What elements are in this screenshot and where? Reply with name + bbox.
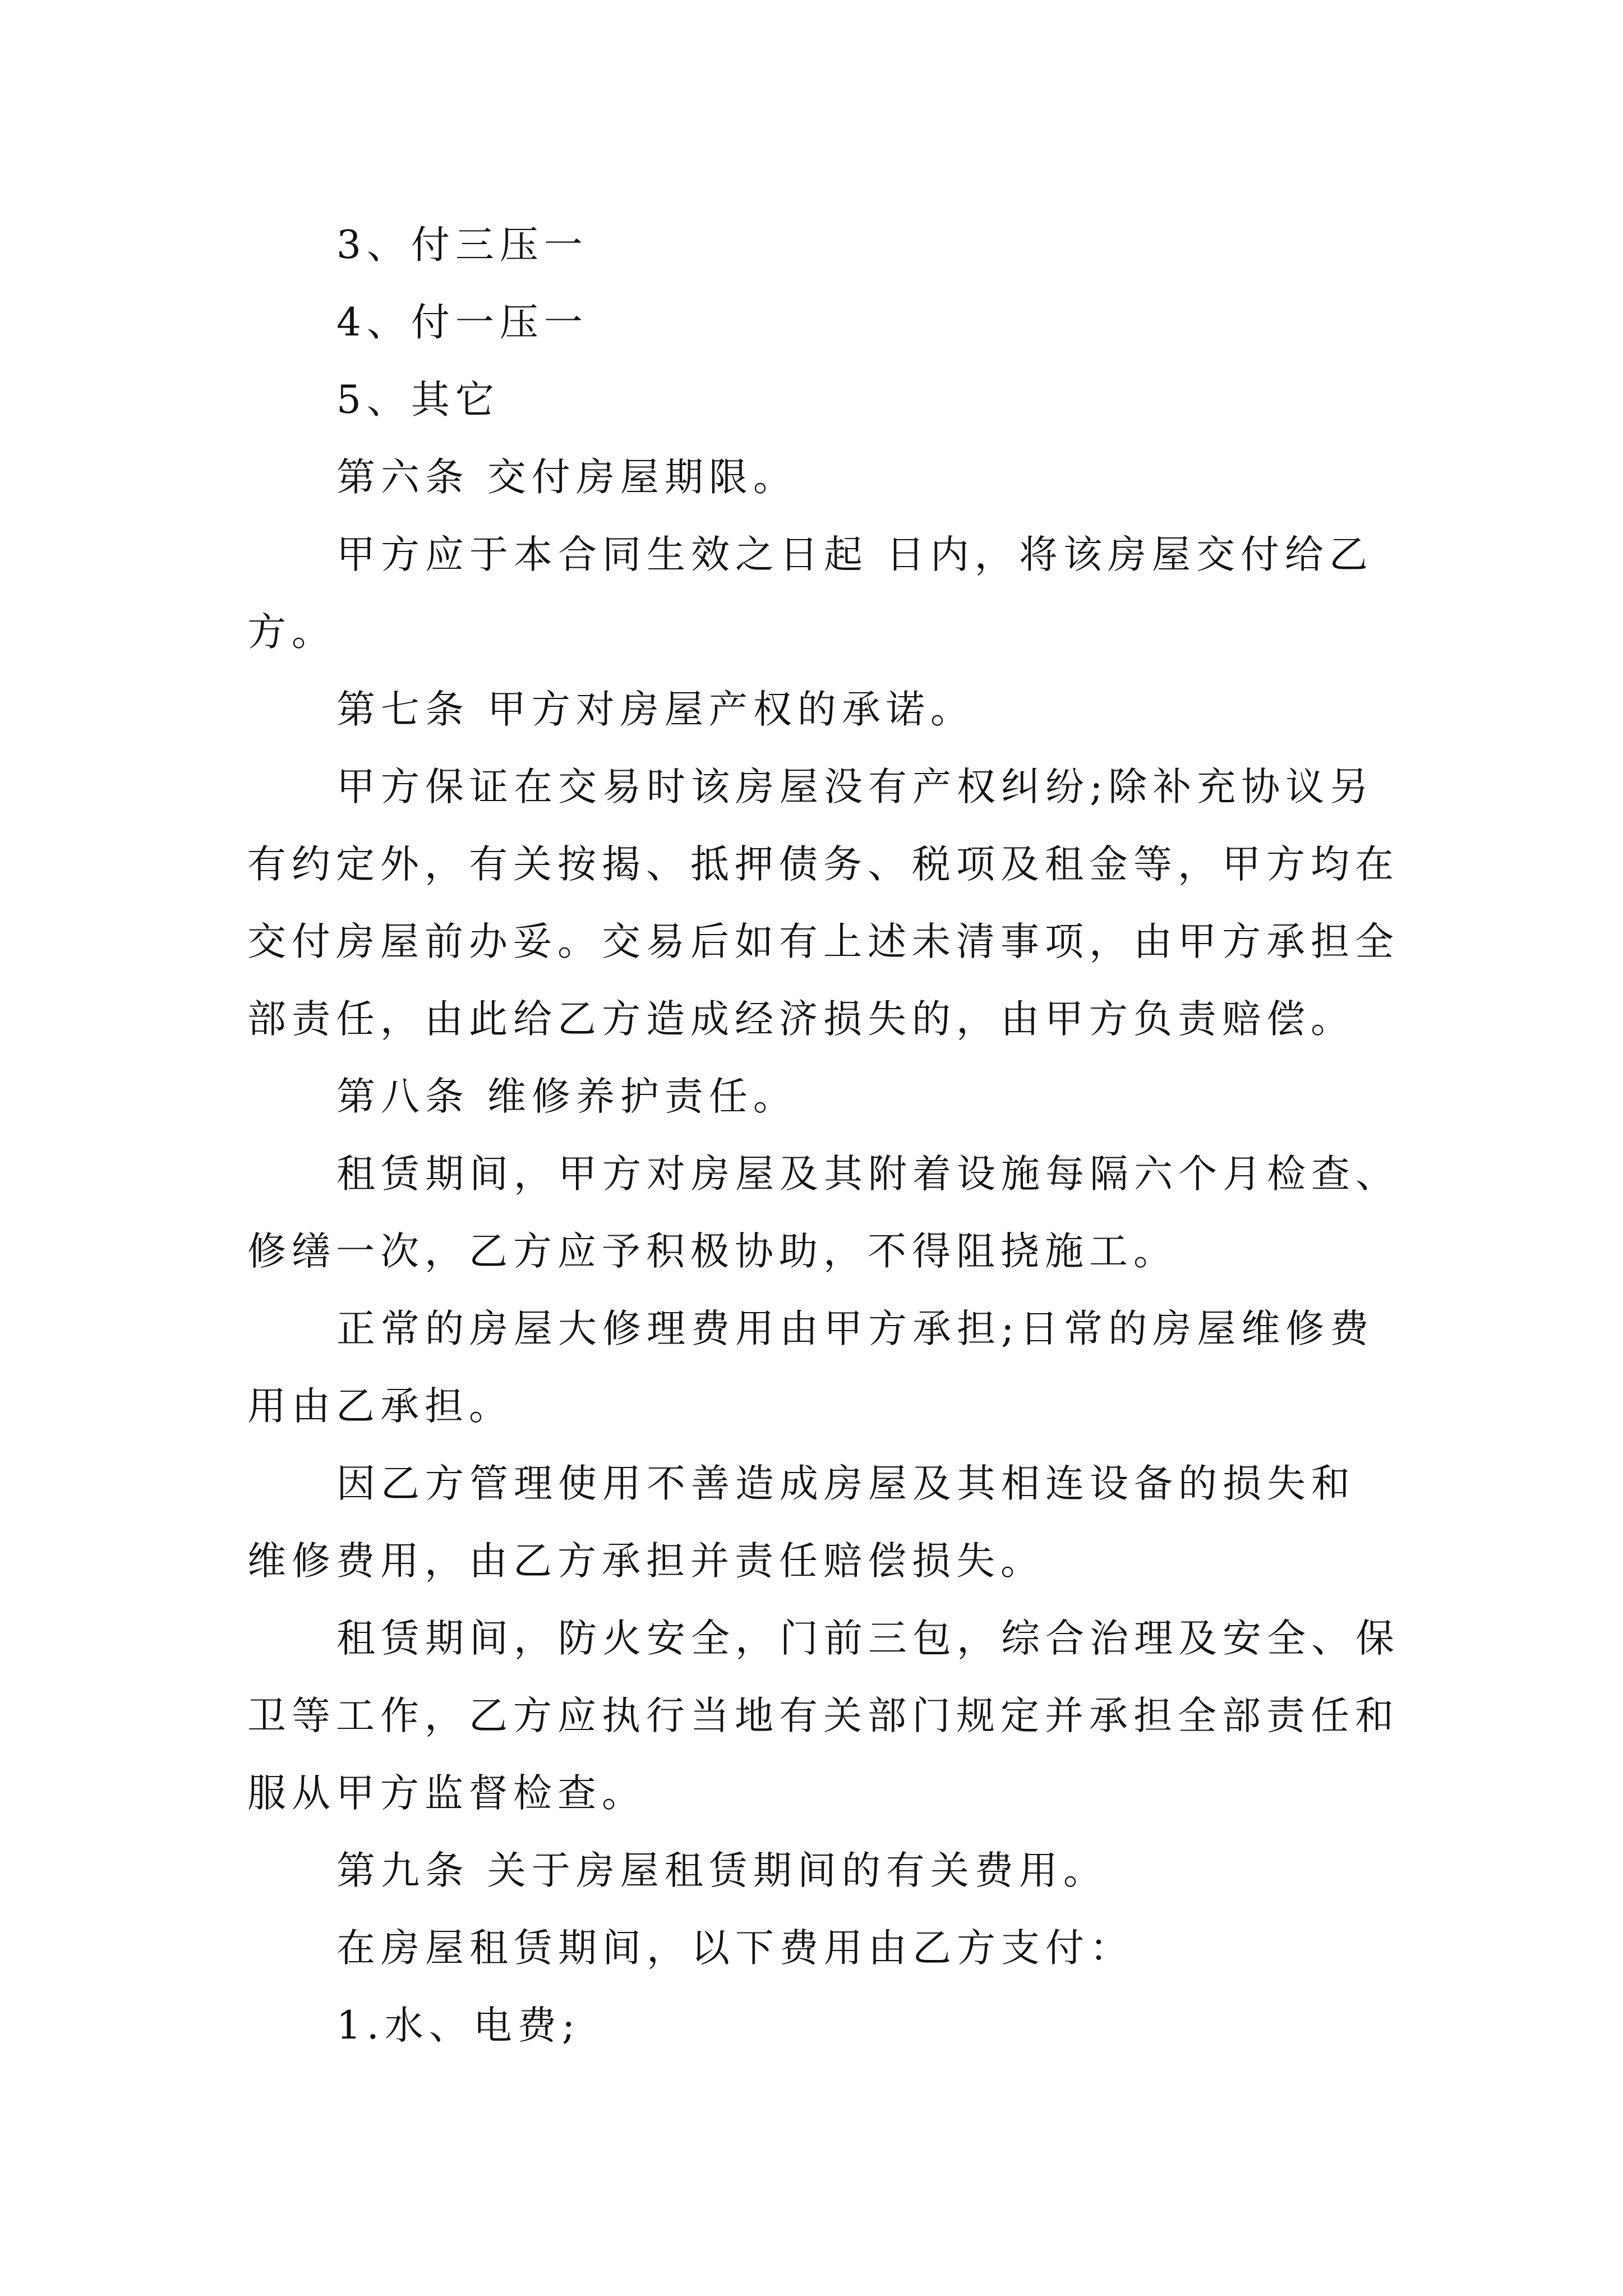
article-9-heading: 第九条 关于房屋租赁期间的有关费用。 — [336, 1848, 1108, 1893]
article-8-paragraph-line: 正常的房屋大修理费用由甲方承担;日常的房屋维修费 — [336, 1306, 1375, 1351]
article-8-paragraph-line: 租赁期间，防火安全，门前三包，综合治理及安全、保 — [336, 1616, 1400, 1661]
article-8-paragraph-line: 因乙方管理使用不善造成房屋及其相连设备的损失和 — [336, 1461, 1355, 1506]
article-8-paragraph-line: 租赁期间，甲方对房屋及其附着设施每隔六个月检查、 — [336, 1152, 1400, 1197]
article-9-paragraph-line: 在房屋租赁期间，以下费用由乙方支付： — [336, 1926, 1134, 1971]
list-item-payment-option-5: 5、其它 — [336, 378, 500, 422]
article-7-paragraph-line: 有约定外，有关按揭、抵押债务、税项及租金等，甲方均在 — [247, 842, 1399, 887]
article-7-paragraph-line: 部责任，由此给乙方造成经济损失的，由甲方负责赔偿。 — [247, 997, 1355, 1042]
article-8-heading: 第八条 维修养护责任。 — [336, 1074, 797, 1119]
article-6-heading: 第六条 交付房屋期限。 — [336, 455, 797, 500]
article-8-paragraph-line: 修缮一次，乙方应予积极协助，不得阻挠施工。 — [247, 1229, 1178, 1274]
article-7-heading: 第七条 甲方对房屋产权的承诺。 — [336, 687, 975, 732]
article-8-paragraph-line: 卫等工作，乙方应执行当地有关部门规定并承担全部责任和 — [247, 1694, 1399, 1738]
article-8-paragraph-line: 用由乙承担。 — [247, 1384, 513, 1429]
article-6-paragraph-line: 甲方应于本合同生效之日起 日内，将该房屋交付给乙 — [336, 532, 1373, 577]
article-6-paragraph-line: 方。 — [247, 610, 336, 655]
list-item-fee-1: 1.水、电费; — [336, 2003, 581, 2048]
article-8-paragraph-line: 维修费用，由乙方承担并责任赔偿损失。 — [247, 1539, 1045, 1584]
document-body — [247, 206, 1400, 2064]
article-7-paragraph-line: 甲方保证在交易时该房屋没有产权纠纷;除补充协议另 — [336, 765, 1375, 809]
article-8-paragraph-line: 服从甲方监督检查。 — [247, 1771, 646, 1816]
list-item-payment-option-3: 3、付三压一 — [336, 223, 588, 268]
article-7-paragraph-line: 交付房屋前办妥。交易后如有上述未清事项，由甲方承担全 — [247, 919, 1399, 964]
list-item-payment-option-4: 4、付一压一 — [336, 300, 588, 345]
